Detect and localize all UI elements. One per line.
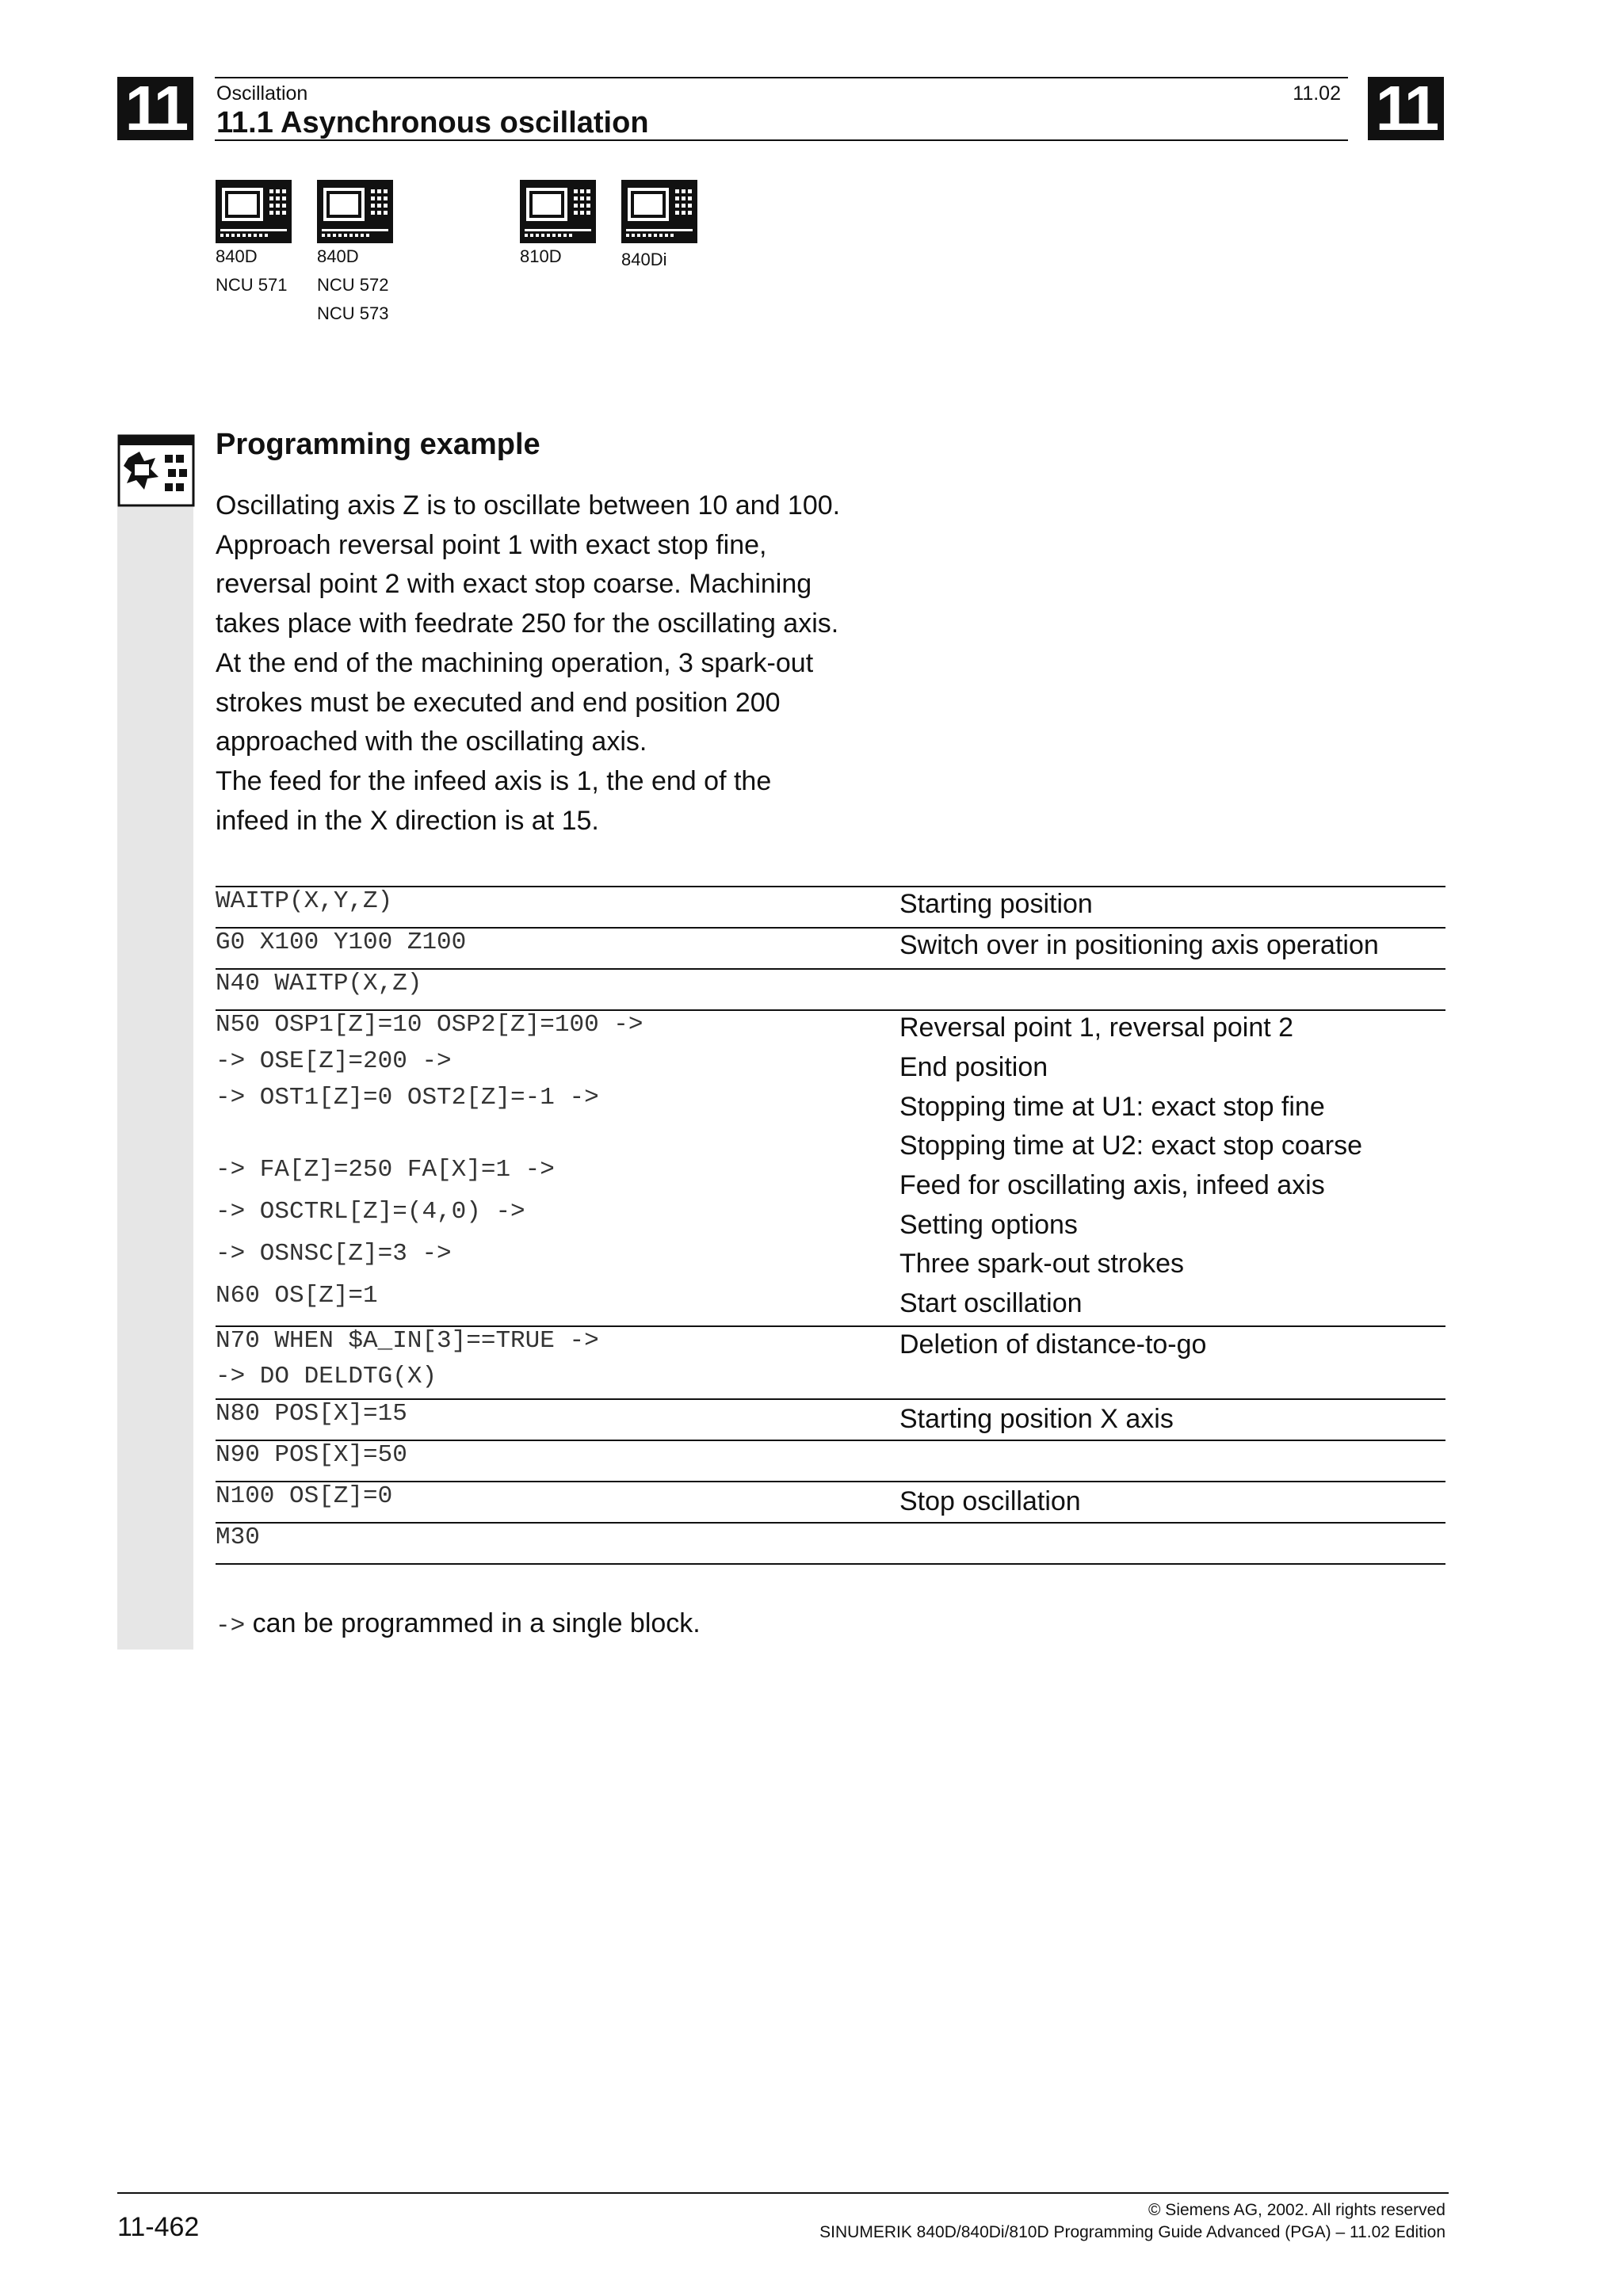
margin-sidebar [117,434,193,1650]
code-comment: End position [899,1052,1048,1082]
section-title: Programming example [216,428,540,461]
code-line: -> DO DELDTG(X) [216,1363,437,1390]
code-line: G0 X100 Y100 Z100 [216,929,467,956]
code-comment: Setting options [899,1210,1078,1240]
programming-example-icon [117,434,195,507]
code-line: N90 POS[X]=50 [216,1441,407,1469]
code-comment: Stopping time at U2: exact stop coarse [899,1131,1362,1161]
code-comment: Three spark-out strokes [899,1249,1185,1279]
paragraph-line: strokes must be executed and end position 200 [216,687,781,718]
table-rule [216,1563,1445,1565]
control-label: NCU 572 [317,275,389,295]
control-label: 840D [216,246,258,266]
control-label: 810D [520,246,562,266]
control-panel-icon [520,180,596,243]
page-number: 11-462 [117,2212,200,2242]
footer-copyright: © Siemens AG, 2002. All rights reserved [1148,2201,1445,2219]
paragraph-line: infeed in the X direction is at 15. [216,805,599,836]
chapter-number-badge-left: 11 [117,77,193,140]
control-label: 840D [317,246,359,266]
code-line: N50 OSP1[Z]=10 OSP2[Z]=100 -> [216,1011,643,1039]
header-edition: 11.02 [1293,82,1341,105]
note-text: can be programmed in a single block. [245,1608,701,1638]
code-line: WAITP(X,Y,Z) [216,887,393,915]
table-rule [216,886,1445,887]
code-comment: Starting position [899,889,1093,919]
paragraph-line: At the end of the machining operation, 3 spark-out [216,647,814,678]
control-label: 840Di [621,250,667,269]
code-line: -> OST1[Z]=0 OST2[Z]=-1 -> [216,1084,599,1112]
code-line: N70 WHEN $A_IN[3]==TRUE -> [216,1327,599,1355]
example-description [216,486,897,841]
code-comment: Deletion of distance-to-go [899,1329,1207,1360]
code-comment: Starting position X axis [899,1404,1174,1434]
control-panel-icon [216,180,292,243]
block-note [216,1608,701,1640]
code-line: -> OSCTRL[Z]=(4,0) -> [216,1198,525,1226]
code-comment: Reversal point 1, reversal point 2 [899,1013,1294,1043]
header-section-label: Oscillation [216,82,308,105]
paragraph-line: takes place with feedrate 250 for the oscillating axis. [216,608,839,639]
code-line: N60 OS[Z]=1 [216,1282,378,1310]
code-line: -> FA[Z]=250 FA[X]=1 -> [216,1156,555,1184]
chapter-number-badge-right: 11 [1368,77,1444,140]
footer-rule [117,2192,1449,2194]
code-comment: Stop oscillation [899,1486,1081,1516]
control-label: NCU 573 [317,303,389,323]
paragraph-line: approached with the oscillating axis. [216,727,647,757]
page-title: 11.1 Asynchronous oscillation [216,106,649,139]
paragraph-line: Approach reversal point 1 with exact stop fine, [216,529,767,560]
code-comment: Feed for oscillating axis, infeed axis [899,1170,1325,1200]
paragraph-line: The feed for the infeed axis is 1, the end of the [216,765,772,796]
code-comment: Start oscillation [899,1288,1083,1318]
code-line: N80 POS[X]=15 [216,1400,407,1428]
table-rule [216,1481,1445,1482]
code-line: N40 WAITP(X,Z) [216,970,422,997]
paragraph-line: reversal point 2 with exact stop coarse. Machining [216,569,812,600]
paragraph-line: Oscillating axis Z is to oscillate between 10 and 100. [216,490,841,521]
code-line: N100 OS[Z]=0 [216,1482,393,1510]
code-line: M30 [216,1524,260,1551]
control-panel-icon [317,180,393,243]
footer-guide-title: SINUMERIK 840D/840Di/810D Programming Guide Advanced (PGA) – 11.02 Edition [819,2223,1445,2241]
header-bottom-rule [215,139,1348,141]
header-top-rule [215,77,1348,78]
code-comment: Stopping time at U1: exact stop fine [899,1092,1325,1122]
control-panel-icon [621,180,697,243]
code-line: -> OSNSC[Z]=3 -> [216,1240,452,1268]
control-label: NCU 571 [216,275,288,295]
code-line: -> OSE[Z]=200 -> [216,1047,452,1075]
code-comment: Switch over in positioning axis operation [899,930,1379,960]
table-rule [216,1522,1445,1524]
arrow-symbol: -> [216,1612,246,1640]
